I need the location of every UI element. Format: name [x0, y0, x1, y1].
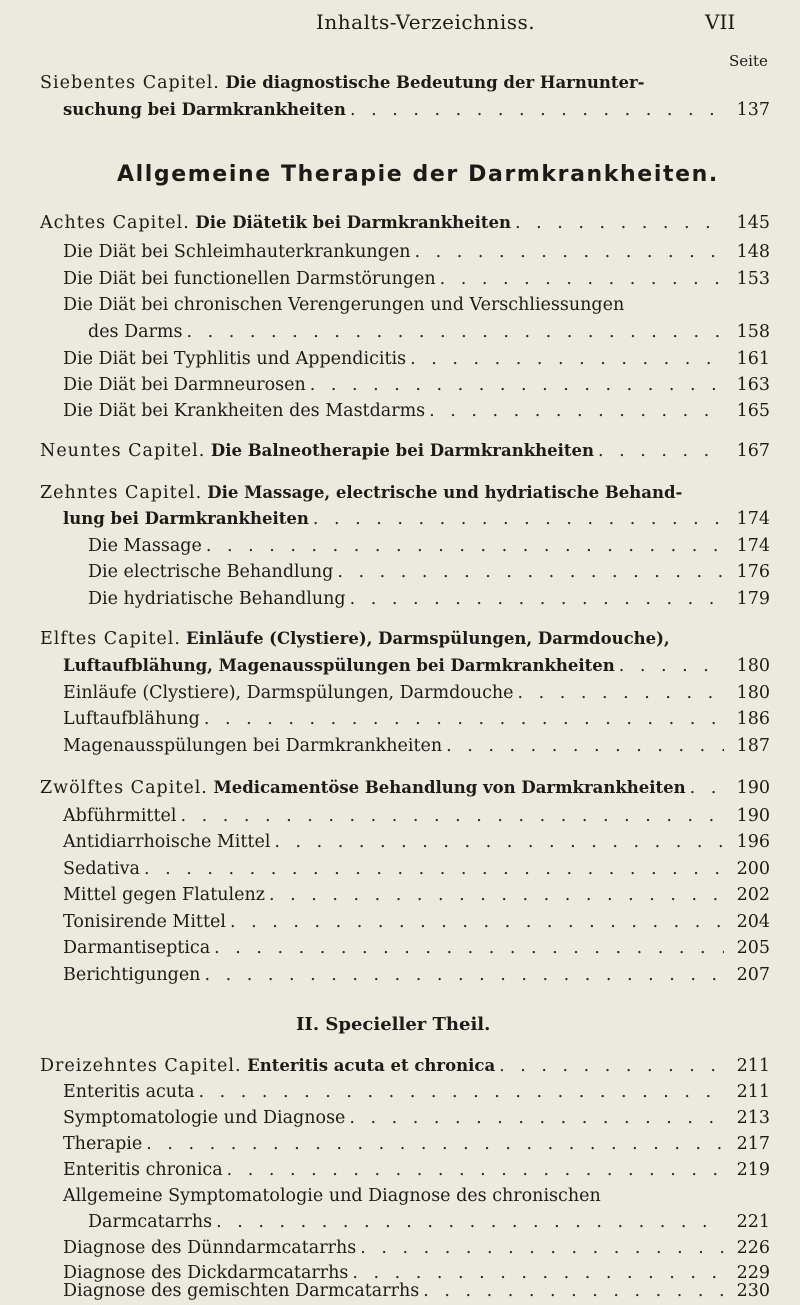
dot-leader	[594, 438, 724, 464]
dot-leader	[202, 533, 724, 559]
ch11-title-part2: Luftaufblähung, Magenausspülungen bei Darmkrankheiten	[63, 656, 615, 675]
toc-entry	[88, 586, 770, 612]
dot-leader	[333, 559, 724, 585]
page-ref: 148	[736, 242, 770, 262]
page-ref: 137	[736, 100, 770, 120]
toc-entry	[63, 292, 770, 318]
page-ref: 200	[736, 859, 770, 879]
ch8-title: Die Diätetik bei Darmkrankheiten	[195, 213, 512, 232]
toc-entry	[63, 1278, 770, 1304]
toc-entry	[63, 962, 770, 988]
dot-leader	[142, 1131, 724, 1157]
toc-entry	[63, 733, 770, 759]
entry-text: Die Diät bei Typhlitis und Appendicitis	[63, 349, 407, 369]
toc-entry	[63, 829, 770, 855]
entry-text: Abführmittel	[63, 806, 177, 826]
toc-entry-ch8	[40, 210, 770, 236]
toc-entry	[63, 1235, 770, 1261]
page-ref: 190	[736, 806, 770, 826]
ch11-title-line1	[40, 626, 775, 652]
ch8-label: Achtes Capitel.	[40, 213, 190, 233]
entry-text: Luftaufblähung	[63, 709, 200, 729]
dot-leader	[270, 829, 724, 855]
page-ref: 217	[736, 1134, 770, 1154]
entry-text: Die Diät bei chronischen Verengerungen und Verschliessungen	[63, 295, 625, 315]
dot-leader	[345, 1105, 724, 1131]
entry-text: Die electrische Behandlung	[88, 562, 334, 582]
entry-text: Enteritis acuta	[63, 1082, 195, 1102]
dot-leader	[419, 1278, 724, 1304]
page-ref: 204	[736, 912, 770, 932]
toc-entry	[63, 882, 770, 908]
entry-text: Magenausspülungen bei Darmkrankheiten	[63, 736, 443, 756]
entry-text: Berichtigungen	[63, 965, 201, 985]
dot-leader	[176, 803, 724, 829]
entry-text: Die Diät bei Krankheiten des Mastdarms	[63, 401, 426, 421]
entry-text: Antidiarrhoische Mittel	[63, 832, 271, 852]
page-ref: 163	[736, 375, 770, 395]
toc-entry	[63, 1183, 770, 1209]
dot-leader	[183, 319, 724, 345]
entry-text: Allgemeine Symptomatologie und Diagnose des chronischen	[63, 1186, 601, 1206]
dot-leader	[140, 856, 724, 882]
heading-general-therapy: Allgemeine Therapie der Darmkrankheiten.	[117, 162, 719, 187]
page-ref: 211	[736, 1082, 770, 1102]
page-ref: 186	[736, 709, 770, 729]
dot-leader	[686, 775, 724, 801]
entry-text: Darmcatarrhs	[88, 1212, 213, 1232]
page-ref: 180	[736, 683, 770, 703]
page-ref: 230	[736, 1281, 770, 1301]
dot-leader	[223, 1157, 724, 1183]
ch9-title: Die Balneotherapie bei Darmkrankheiten	[210, 441, 594, 460]
page-ref: 165	[736, 401, 770, 421]
ch11-label: Elftes Capitel.	[40, 629, 181, 649]
toc-entry	[63, 1131, 770, 1157]
ch9-label: Neuntes Capitel.	[40, 441, 206, 461]
entry-text: Symptomatologie und Diagnose	[63, 1108, 346, 1128]
ch13-title: Enteritis acuta et chronica	[247, 1056, 496, 1075]
toc-entry	[63, 680, 770, 706]
dot-leader	[514, 680, 724, 706]
dot-leader	[200, 962, 724, 988]
running-header	[0, 2, 800, 42]
toc-entry	[63, 239, 770, 265]
entry-text: Die Massage	[88, 536, 202, 556]
ch11-title-part1: Einläufe (Clystiere), Darmspülungen, Darmdouche),	[186, 629, 670, 648]
section-special-part: II. Specieller Theil.	[296, 1014, 491, 1035]
page-ref: 229	[736, 1263, 770, 1283]
dot-leader	[212, 1209, 724, 1235]
toc-entry-ch11	[63, 653, 770, 679]
page-ref: 167	[736, 441, 770, 461]
entry-text: Mittel gegen Flatulenz	[63, 885, 265, 905]
page-ref: 205	[736, 938, 770, 958]
page-ref: 145	[736, 213, 770, 233]
entry-text: Die hydriatische Behandlung	[88, 589, 346, 609]
dot-leader	[346, 97, 724, 123]
page-ref: 207	[736, 965, 770, 985]
dot-leader	[406, 346, 724, 372]
ch7-title-part1: Die diagnostische Bedeutung der Harnunter-	[225, 73, 645, 92]
dot-leader	[306, 372, 724, 398]
header-page-number: VII	[705, 10, 736, 34]
page-ref: 221	[736, 1212, 770, 1232]
page-ref: 174	[736, 536, 770, 556]
toc-entry	[63, 372, 770, 398]
page-ref: 176	[736, 562, 770, 582]
page-ref: 179	[736, 589, 770, 609]
entry-text: Die Diät bei Schleimhauterkrankungen	[63, 242, 411, 262]
dot-leader	[356, 1235, 724, 1261]
toc-entry	[63, 1157, 770, 1183]
dot-leader	[495, 1053, 724, 1079]
dot-leader	[309, 506, 724, 532]
entry-text: Die Diät bei Darmneurosen	[63, 375, 306, 395]
ch10-title-part1: Die Massage, electrische und hydriatische Behand-	[207, 483, 683, 502]
dot-leader	[346, 586, 724, 612]
toc-entry	[88, 319, 770, 345]
page-ref: 180	[736, 656, 770, 676]
toc-entry	[63, 803, 770, 829]
toc-entry	[63, 909, 770, 935]
ch12-label: Zwölftes Capitel.	[40, 778, 208, 798]
toc-entry	[63, 346, 770, 372]
dot-leader	[210, 935, 724, 961]
dot-leader	[442, 733, 724, 759]
page-ref: 190	[736, 778, 770, 798]
dot-leader	[265, 882, 724, 908]
toc-entry	[88, 533, 770, 559]
page-ref: 211	[736, 1056, 770, 1076]
toc-entry	[63, 266, 770, 292]
dot-leader	[615, 653, 724, 679]
ch10-title-line1	[40, 480, 770, 506]
page-ref: 187	[736, 736, 770, 756]
toc-entry	[63, 398, 770, 424]
toc-entry	[63, 935, 770, 961]
page-ref: 196	[736, 832, 770, 852]
toc-entry-ch12	[40, 775, 770, 801]
page-ref: 213	[736, 1108, 770, 1128]
dot-leader	[200, 706, 724, 732]
dot-leader	[195, 1079, 724, 1105]
ch10-title-part2: lung bei Darmkrankheiten	[63, 509, 309, 528]
toc-entry-ch10	[63, 506, 770, 532]
entry-text: Enteritis chronica	[63, 1160, 223, 1180]
page-ref: 158	[736, 322, 770, 342]
dot-leader	[226, 909, 724, 935]
entry-text: Diagnose des Dickdarmcatarrhs	[63, 1263, 349, 1283]
toc-entry	[63, 1079, 770, 1105]
ch13-label: Dreizehntes Capitel.	[40, 1056, 242, 1076]
toc-entry	[88, 1209, 770, 1235]
page-ref: 202	[736, 885, 770, 905]
page-ref: 226	[736, 1238, 770, 1258]
ch12-title: Medicamentöse Behandlung von Darmkrankheiten	[213, 778, 686, 797]
page-ref: 174	[736, 509, 770, 529]
entry-text: Diagnose des gemischten Darmcatarrhs	[63, 1281, 420, 1301]
dot-leader	[411, 239, 724, 265]
ch7-title-line1	[40, 70, 765, 96]
toc-entry	[63, 856, 770, 882]
entry-text: Einläufe (Clystiere), Darmspülungen, Darmdouche	[63, 683, 514, 703]
entry-text: des Darms	[88, 322, 183, 342]
entry-text: Darmantiseptica	[63, 938, 211, 958]
entry-text: Sedativa	[63, 859, 140, 879]
toc-entry	[63, 706, 770, 732]
page-ref: 161	[736, 349, 770, 369]
ch7-title-part2: suchung bei Darmkrankheiten	[63, 100, 346, 119]
page-ref: 219	[736, 1160, 770, 1180]
toc-entry	[88, 559, 770, 585]
toc-entry-ch9	[40, 438, 770, 464]
dot-leader	[425, 398, 724, 424]
entry-text: Die Diät bei functionellen Darmstörungen	[63, 269, 436, 289]
toc-entry-ch7	[63, 97, 770, 123]
seite-label: Seite	[729, 52, 768, 70]
ch7-label: Siebentes Capitel.	[40, 73, 220, 93]
dot-leader	[436, 266, 724, 292]
toc-entry	[63, 1105, 770, 1131]
header-title: Inhalts-Verzeichniss.	[316, 10, 536, 34]
ch10-label: Zehntes Capitel.	[40, 483, 203, 503]
toc-entry-ch13	[40, 1053, 770, 1079]
entry-text: Tonisirende Mittel	[63, 912, 226, 932]
page-ref: 153	[736, 269, 770, 289]
dot-leader	[511, 210, 724, 236]
entry-text: Diagnose des Dünndarmcatarrhs	[63, 1238, 357, 1258]
entry-text: Therapie	[63, 1134, 143, 1154]
